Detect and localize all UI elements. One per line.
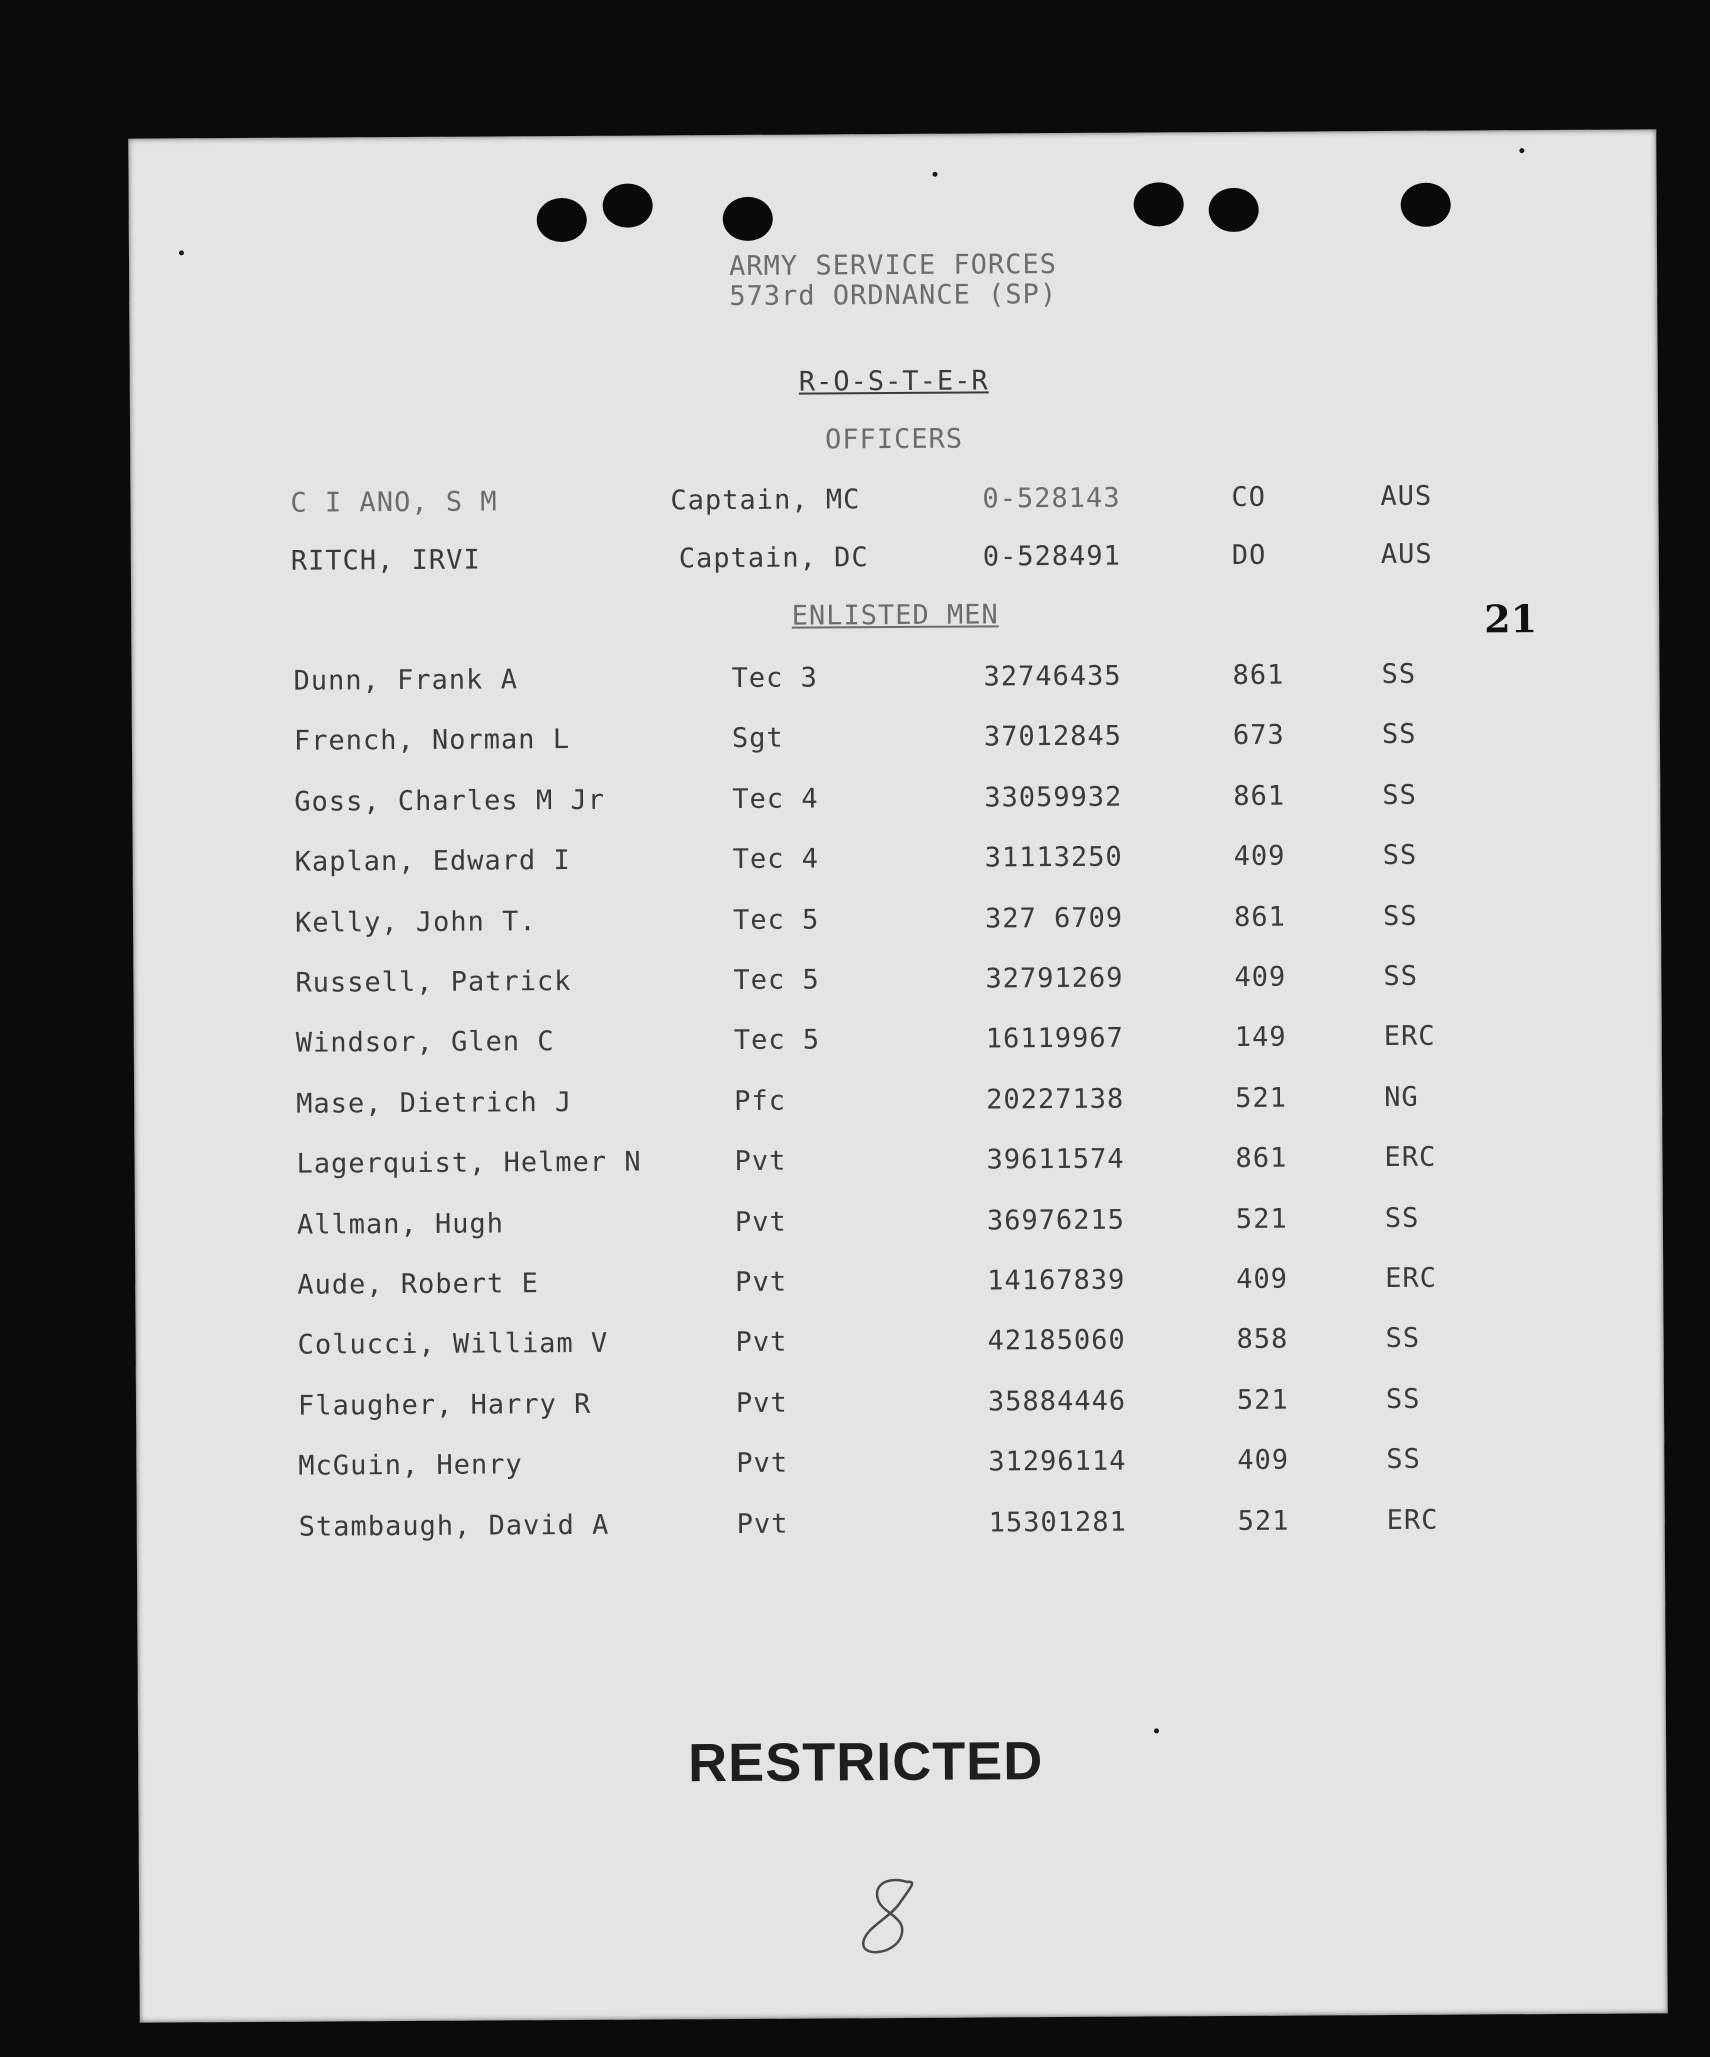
enlisted-branch: SS: [1384, 1202, 1420, 1234]
enlisted-code: 861: [1233, 901, 1286, 933]
enlisted-serial: 32746435: [983, 660, 1122, 693]
paper-sheet: [128, 129, 1667, 2022]
handwritten-mark-8: [849, 1874, 930, 1964]
enlisted-branch: SS: [1383, 960, 1419, 993]
enlisted-serial: 33059932: [984, 781, 1123, 814]
enlisted-branch: SS: [1382, 840, 1418, 872]
officer-serial: 0-528491: [982, 540, 1121, 573]
enlisted-code: 409: [1237, 1444, 1290, 1477]
enlisted-code: 861: [1235, 1142, 1288, 1175]
enlisted-branch: SS: [1386, 1444, 1421, 1476]
enlisted-name: French, Norman L: [293, 724, 571, 758]
enlisted-code: 521: [1237, 1505, 1290, 1537]
punch-hole: [1134, 182, 1184, 226]
enlisted-serial: 35884446: [987, 1385, 1127, 1418]
enlisted-code: 861: [1232, 659, 1285, 691]
enlisted-code: 521: [1236, 1384, 1289, 1416]
punch-hole: [537, 198, 587, 242]
enlisted-name: Mase, Dietrich J: [296, 1086, 573, 1120]
enlisted-rank: Tec 4: [732, 783, 819, 815]
enlisted-rank: Sgt: [731, 723, 784, 755]
punch-hole: [1401, 183, 1451, 227]
punch-hole: [723, 197, 773, 241]
enlisted-branch: ERC: [1383, 1021, 1436, 1053]
enlisted-name: McGuin, Henry: [298, 1449, 523, 1482]
enlisted-branch: SS: [1381, 719, 1417, 751]
officer-name: C I ANO, S M: [290, 486, 498, 519]
enlisted-rank: Tec 5: [732, 904, 820, 936]
enlisted-branch: ERC: [1384, 1141, 1437, 1174]
officers-heading: OFFICERS: [824, 423, 964, 456]
enlisted-serial: 20227138: [986, 1083, 1125, 1116]
roster-title: R-O-S-T-E-R: [798, 365, 989, 398]
header-unit-line: 573rd ORDNANCE (SP): [729, 279, 1058, 313]
enlisted-name: Russell, Patrick: [295, 965, 572, 999]
speck: [1154, 1728, 1159, 1733]
enlisted-name: Flaugher, Harry R: [297, 1388, 592, 1422]
enlisted-serial: 16119967: [985, 1023, 1124, 1055]
enlisted-rank: Tec 5: [733, 1024, 821, 1057]
enlisted-rank: Tec 5: [733, 964, 820, 997]
officer-branch: AUS: [1380, 538, 1433, 571]
enlisted-serial: 15301281: [988, 1506, 1127, 1539]
enlisted-branch: ERC: [1385, 1262, 1438, 1295]
enlisted-rank: Pvt: [734, 1145, 787, 1178]
officer-rank: Captain, MC: [670, 484, 861, 517]
officer-name: RITCH, IRVI: [290, 544, 481, 577]
enlisted-code: 861: [1233, 780, 1286, 812]
enlisted-branch: SS: [1381, 658, 1417, 691]
enlisted-name: Kaplan, Edward I: [294, 845, 571, 878]
officer-code: DO: [1231, 539, 1267, 571]
punch-hole: [603, 183, 653, 227]
enlisted-name: Aude, Robert E: [297, 1268, 539, 1301]
officer-serial: 0-528143: [982, 482, 1121, 515]
enlisted-rank: Pvt: [735, 1266, 788, 1298]
enlisted-name: Colucci, William V: [297, 1328, 609, 1362]
enlisted-rank: Pvt: [736, 1508, 789, 1540]
enlisted-code: 149: [1234, 1022, 1287, 1054]
enlisted-serial: 327 6709: [984, 902, 1124, 935]
enlisted-code: 409: [1233, 840, 1286, 873]
enlisted-code: 858: [1236, 1324, 1289, 1356]
enlisted-name: Stambaugh, David A: [298, 1509, 610, 1543]
enlisted-rank: Tec 3: [731, 662, 818, 695]
officer-branch: AUS: [1380, 480, 1433, 513]
enlisted-serial: 36976215: [986, 1204, 1126, 1237]
enlisted-name: Allman, Hugh: [296, 1208, 505, 1241]
enlisted-serial: 14167839: [987, 1264, 1126, 1297]
enlisted-name: Kelly, John T.: [294, 905, 537, 939]
enlisted-branch: SS: [1382, 779, 1417, 811]
enlisted-rank: Tec 4: [732, 843, 820, 876]
enlisted-branch: SS: [1382, 900, 1418, 932]
speck: [932, 172, 937, 177]
enlisted-branch: SS: [1385, 1383, 1421, 1415]
enlisted-code: 521: [1235, 1082, 1288, 1114]
enlisted-branch: ERC: [1386, 1504, 1439, 1536]
enlisted-serial: 37012845: [983, 721, 1123, 753]
enlisted-rank: Pvt: [735, 1387, 788, 1419]
enlisted-name: Windsor, Glen C: [295, 1026, 555, 1060]
enlisted-heading: ENLISTED MEN: [791, 599, 999, 632]
speck: [1519, 148, 1524, 153]
officer-code: CO: [1231, 481, 1267, 513]
enlisted-name: Lagerquist, Helmer N: [296, 1146, 642, 1180]
enlisted-rank: Pfc: [734, 1085, 787, 1117]
enlisted-code: 409: [1236, 1263, 1289, 1295]
enlisted-serial: 32791269: [985, 962, 1124, 995]
enlisted-name: Dunn, Frank A: [293, 664, 518, 697]
punch-hole: [1209, 188, 1259, 232]
enlisted-serial: 31296114: [988, 1445, 1127, 1478]
enlisted-code: 673: [1232, 720, 1285, 752]
enlisted-rank: Pvt: [736, 1447, 789, 1480]
restricted-stamp: RESTRICTED: [688, 1731, 1044, 1794]
enlisted-name: Goss, Charles M Jr: [294, 784, 606, 818]
officer-rank: Captain, DC: [678, 542, 869, 575]
header-org-line: ARMY SERVICE FORCES: [729, 249, 1058, 283]
enlisted-serial: 42185060: [987, 1325, 1126, 1357]
enlisted-code: 521: [1235, 1203, 1288, 1235]
enlisted-code: 409: [1234, 961, 1287, 993]
enlisted-serial: 39611574: [986, 1143, 1125, 1176]
enlisted-branch: SS: [1385, 1323, 1421, 1355]
enlisted-rank: Pvt: [735, 1327, 788, 1359]
page-number: 21: [1484, 596, 1538, 642]
enlisted-branch: NG: [1384, 1081, 1419, 1113]
enlisted-rank: Pvt: [734, 1206, 787, 1238]
enlisted-serial: 31113250: [984, 841, 1123, 874]
